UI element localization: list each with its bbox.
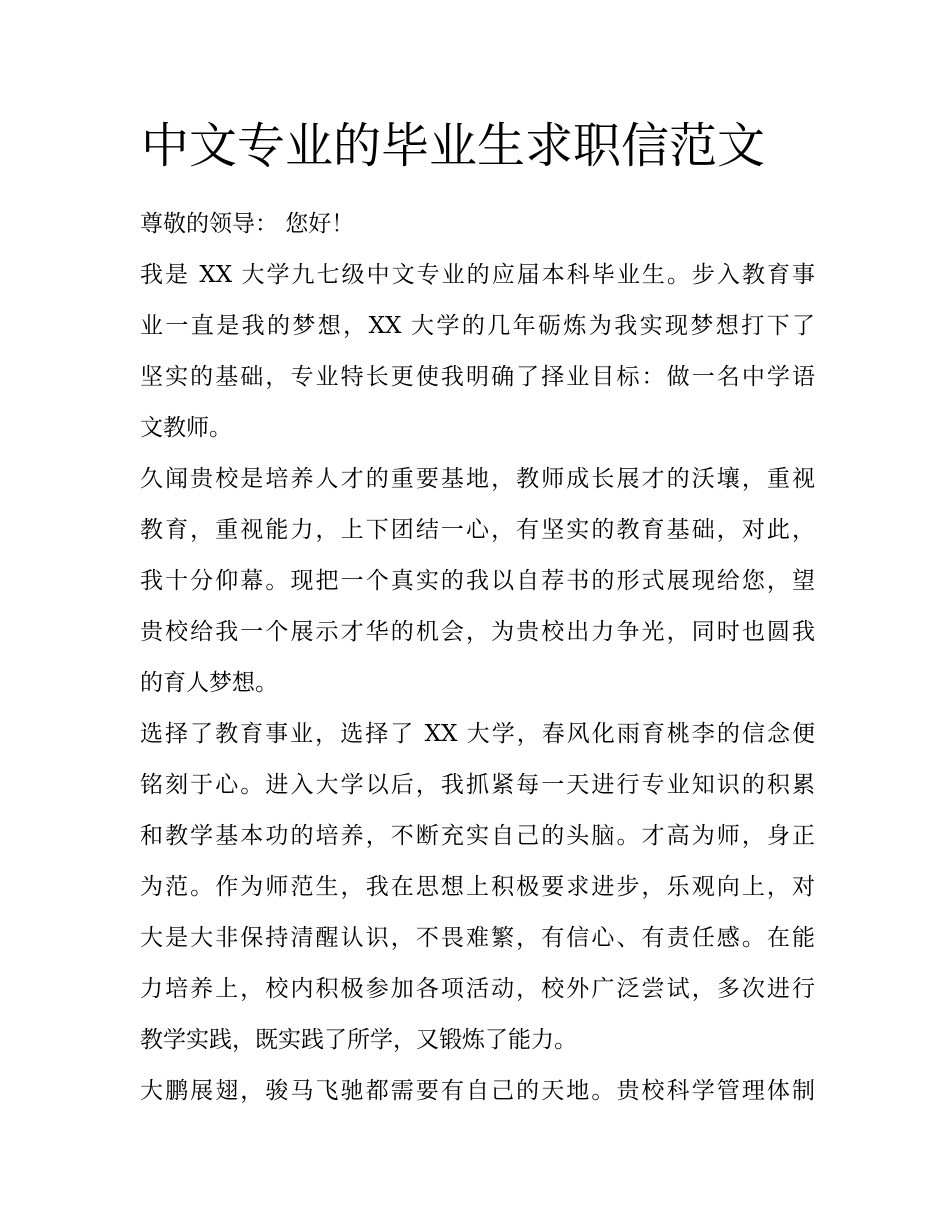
body-line: 的育人梦想。 (140, 670, 278, 696)
body-line: 业一直是我的梦想，XX 大学的几年砺炼为我实现梦想打下了 (140, 313, 815, 339)
body-line: 教学实践，既实践了所学，又锻炼了能力。 (140, 1027, 577, 1053)
body-line: 大是大非保持清醒认识，不畏难繁，有信心、有责任感。在能 (140, 925, 815, 951)
body-line: 力培养上，校内积极参加各项活动，校外广泛尝试，多次进行 (140, 976, 815, 1002)
body-line: 我是 XX 大学九七级中文专业的应届本科毕业生。步入教育事 (140, 262, 815, 288)
letter-body (140, 199, 815, 1117)
body-line: 久闻贵校是培养人才的重要基地，教师成长展才的沃壤，重视 (140, 466, 815, 492)
body-line: 和教学基本功的培养，不断充实自己的头脑。才高为师，身正 (140, 823, 815, 849)
body-line: 为范。作为师范生，我在思想上积极要求进步，乐观向上，对 (140, 874, 815, 900)
body-line: 文教师。 (140, 415, 232, 441)
salutation-line: 尊敬的领导： 您好！ (140, 211, 355, 237)
body-line: 选择了教育事业，选择了 XX 大学，春风化雨育桃李的信念便 (140, 721, 815, 747)
body-line: 大鹏展翅，骏马飞驰都需要有自己的天地。贵校科学管理体制 (140, 1078, 815, 1104)
body-line: 铭刻于心。进入大学以后，我抓紧每一天进行专业知识的积累 (140, 772, 815, 798)
body-line: 坚实的基础，专业特长更使我明确了择业目标：做一名中学语 (140, 364, 815, 390)
body-line: 教育，重视能力，上下团结一心，有坚实的教育基础，对此， (140, 517, 815, 543)
body-line: 我十分仰幕。现把一个真实的我以自荐书的形式展现给您，望 (140, 568, 815, 594)
body-line: 贵校给我一个展示才华的机会，为贵校出力争光，同时也圆我 (140, 619, 815, 645)
document-title: 中文专业的毕业生求职信范文 (141, 118, 766, 174)
